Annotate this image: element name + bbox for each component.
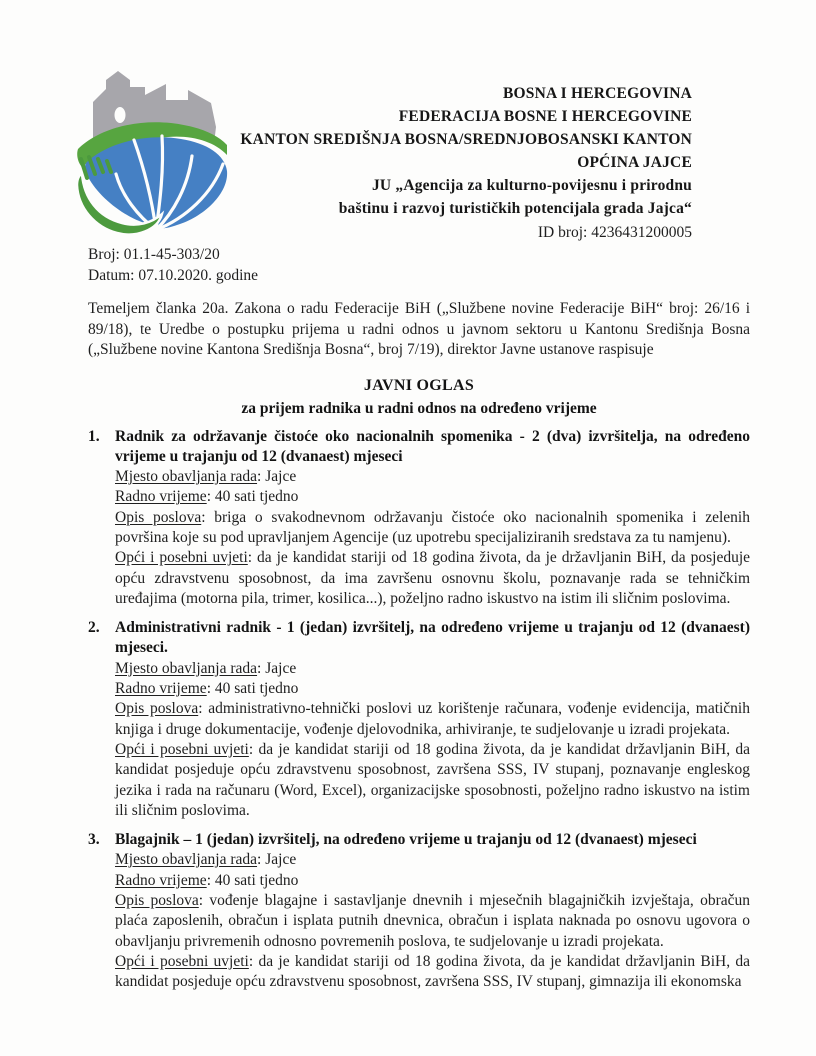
job-field [115, 871, 750, 891]
job-field [115, 508, 750, 549]
job-field-label: Radno vrijeme [115, 488, 207, 506]
job-field-label: Opis poslova [115, 700, 199, 718]
job-field-label: Opći i posebni uvjeti [115, 740, 249, 758]
notice-subtitle: za prijem radnika u radni odnos na određeno vrijeme [241, 399, 597, 417]
job-field [115, 548, 750, 609]
job-item [88, 618, 750, 821]
jobs-list [88, 427, 750, 993]
job-field [115, 891, 750, 952]
water-shape [85, 137, 227, 228]
job-field-label: Mjesto obavljanja rada [115, 851, 258, 869]
job-field [115, 740, 750, 821]
job-field-label: Opći i posebni uvjeti [115, 952, 249, 970]
job-field [115, 952, 750, 993]
org-line-canton: KANTON SREDIŠNJA BOSNA/SREDNJOBOSANSKI KANTON [240, 131, 692, 148]
notice-heading [88, 375, 750, 420]
job-field-label: Radno vrijeme [115, 680, 207, 698]
job-field-label: Radno vrijeme [115, 871, 207, 889]
reference-block [88, 244, 750, 286]
job-field [115, 487, 750, 507]
job-field-text: : Jajce [257, 851, 297, 869]
job-field-text: : da je kandidat stariji od 18 godina života, da je kandidat državljanin BiH, da kandidat posjeduje opću zdravstvenu sposobnost, završena SSS, IV stupanj, gimnazija ili ekonomska [115, 952, 751, 991]
job-number: 3. [88, 831, 100, 849]
job-field [115, 850, 750, 870]
job-field [115, 679, 750, 699]
job-body [115, 618, 750, 821]
org-line-municipality: OPĆINA JAJCE [577, 154, 692, 171]
job-field-text: : Jajce [257, 468, 297, 486]
job-field-label: Opis poslova [115, 892, 199, 910]
org-line-federation: FEDERACIJA BOSNE I HERCEGOVINE [398, 108, 692, 125]
job-number: 1. [88, 427, 100, 445]
intro-paragraph: Temeljem članka 20a. Zakona o radu Federacije BiH („Službene novine Federacije BiH“ broj: 26/16 i 89/18), te Uredbe o postupku prijema u radni odnos u javnom sektoru u Kantonu Središnja Bosna („Službene novine Kantona Središnja Bosna“, broj 7/19), direktor Javne ustanove raspisuje [88, 300, 750, 358]
org-line-agency-1: JU „Agencija za kulturno-povijesnu i prirodnu [371, 177, 692, 194]
job-title: Administrativni radnik - 1 (jedan) izvršitelj, na određeno vrijeme u trajanju od 12 (dvanaest) mjeseci. [115, 619, 750, 657]
job-field-text: : 40 sati tjedno [206, 871, 299, 889]
notice-title: JAVNI OGLAS [363, 376, 475, 394]
job-field [115, 467, 750, 487]
job-field-label: Opći i posebni uvjeti [115, 549, 248, 567]
job-field-text: : da je kandidat stariji od 18 godina života, da je kandidat državljanin BiH, da kandidat posjeduje opću zdravstvenu sposobnost, završena SSS, IV stupanj, poznavanje engleskog jezika i rada na računaru (Word, Excel), organizacijske sposobnosti, poželjno radno iskustvo na istim ili sličnim poslovima. [115, 740, 751, 819]
job-field-text: : briga o svakodnevnom održavanju čistoće oko nacionalnih spomenika i zelenih površina koje su pod upravljanjem Agencije (uz upotrebu specijaliziranih sredstava za tu namjenu). [115, 508, 750, 546]
job-item [88, 830, 750, 992]
job-field [115, 699, 750, 740]
org-line-country: BOSNA I HERCEGOVINA [503, 85, 692, 102]
job-field-text: : da je kandidat stariji od 18 godina života, da je državljanin BiH, da posjeduje opću zdravstvenu sposobnost, da ima završenu osnovnu školu, poznavanje rada se tehničkim uređajima (motorna pila, trimer, kosilica...), poželjno radno iskustvo na istim ili sličnim poslovima. [115, 549, 751, 607]
job-field-label: Opis poslova [115, 508, 202, 526]
job-field-text: : Jajce [257, 659, 297, 677]
org-line-agency-2: baštinu i razvoj turističkih potencijala grada Jajca“ [338, 200, 692, 217]
job-field-label: Mjesto obavljanja rada [115, 468, 258, 486]
castle-window [115, 107, 126, 123]
agency-logo-icon [76, 70, 234, 243]
job-number: 2. [88, 619, 100, 637]
job-body [115, 427, 750, 610]
job-field-text: : 40 sati tjedno [206, 680, 299, 698]
job-item [88, 427, 750, 610]
job-field-text: : vođenje blagajne i sastavljanje dnevnih i mjesečnih blagajničkih izvještaja, obračun plaća zaposlenih, obračun i isplata putnih dnevnica, obračun i isplata naknada po osnovu ugovora o obavljanju privremenih odnosno povremenih poslova, te sudjelovanje u izradi projekata. [115, 892, 751, 950]
job-title: Radnik za održavanje čistoće oko nacionalnih spomenika - 2 (dva) izvršitelja, na određeno vrijeme u trajanju od 12 (dvanaest) mjeseci [115, 427, 750, 465]
ref-date-line: Datum: 07.10.2020. godine [88, 267, 259, 284]
job-field-label: Mjesto obavljanja rada [115, 659, 258, 677]
job-title: Blagajnik – 1 (jedan) izvršitelj, na određeno vrijeme u trajanju od 12 (dvanaest) mjeseci [115, 831, 697, 849]
job-field [115, 659, 750, 679]
ref-number-line: Broj: 01.1-45-303/20 [88, 246, 220, 263]
job-field-text: : 40 sati tjedno [206, 488, 299, 506]
job-body [115, 830, 750, 992]
job-field-text: : administrativno-tehnički poslovi uz korištenje računara, vođenje evidencija, matičnih knjiga i druge dokumentacije, vođenje djelovodnika, arhiviranje, te sudjelovanje u izradi projekata. [115, 700, 750, 738]
id-number-line: ID broj: 4236431200005 [537, 224, 692, 241]
